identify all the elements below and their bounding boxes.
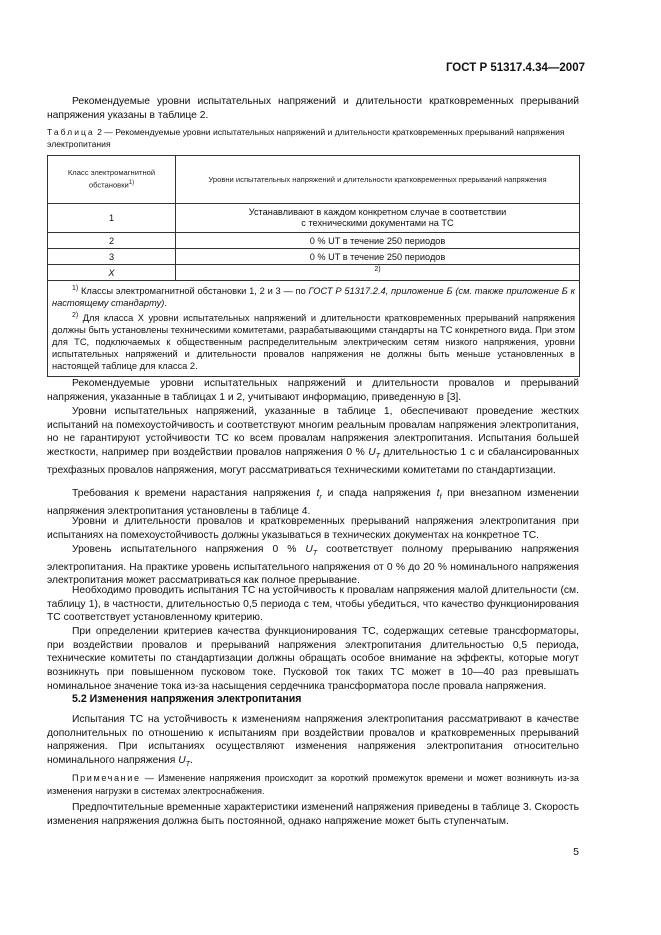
note-label: Примечание <box>72 773 141 783</box>
table-cell-class: 2 <box>48 233 176 249</box>
symbol-u-sub: T <box>312 550 318 558</box>
paragraph-4: Уровни и длительности провалов и кратковременных прерываний напряжения электропитания при испытаниях на помехоустойчивость должны указываться в технических документах на конкретное ТС. <box>47 516 579 541</box>
footnote-2-text: Для класса X уровни испытательных напряжений и длительности кратковременных прерываний напряжения должны быть установлены техническими комитетами, разрабатывающими стандарты на ТС конкретного вида. При этом для ТС, подключаемых к общественным распределительным электрическим сетям низкого напряжения, уровни испытательных напряжений и длительности провалов напряжения не должны быть меньше установленных в настоящей таблице для класса 2. <box>52 312 576 372</box>
section-paragraph-1 <box>47 713 579 772</box>
paragraph-6: Необходимо проводить испытания ТС на устойчивость к провалам напряжения малой длительности (см. таблицу 1), в частности, длительностью 0,5 периода с тем, чтобы убедиться, что качество функционирования ТС соответствует установленному критерию. <box>47 585 579 624</box>
table-2 <box>47 155 580 377</box>
footnote-2-mark: 2) <box>72 311 79 319</box>
footnote-1-reference: ГОСТ Р 51317.2.4, приложение Б (см. также приложение Б к настоящему стандарту) <box>52 286 575 309</box>
table-cell-value: 0 % UT в течение 250 периодов <box>176 233 580 249</box>
table-cell-class: 1 <box>48 204 176 233</box>
value-line: Устанавливают в каждом конкретном случае в соответствии <box>248 206 507 217</box>
table-cell-value: 0 % UT в течение 250 периодов <box>176 249 580 265</box>
header-class-label: Класс электромагнитной обстановки <box>67 168 156 190</box>
table-cell-value: 2) <box>176 265 580 281</box>
symbol-u-sub: T <box>185 761 190 769</box>
section-paragraph-2: Предпочтительные временные характеристики изменений напряжения приведены в таблице 3. Скорость изменения напряжения должна быть постоянной, однако напряжение может быть ступенчатым. <box>47 802 579 827</box>
table-row <box>48 233 580 249</box>
footnote-1 <box>52 283 575 310</box>
table-caption-prefix: Таблица <box>47 127 95 137</box>
paragraph-3-text-b: и спада напряжения <box>327 488 431 499</box>
note-text: — Изменение напряжения происходит за короткий промежуток времени и может возникнуть из-за изменения нагрузки в системах электроснабжения. <box>47 773 579 796</box>
table-footnotes <box>48 281 580 377</box>
symbol-t: t <box>436 488 440 499</box>
paragraph-2-text-b: длительностью 1 с и сбалансированных трехфазных провалов напряжения, могут рассматриваться техническими комитетами по стандартизации. <box>47 447 579 476</box>
paragraph-3-text-c: при внезапном изменении напряжения электропитания установлены в таблице 4. <box>47 488 579 517</box>
paragraph-3-text-a: Требования к времени нарастания напряжения <box>72 488 311 499</box>
section-paragraph-1-end: . <box>189 755 193 767</box>
section-heading: 5.2 Изменения напряжения электропитания <box>72 693 302 705</box>
symbol-u: U <box>178 755 186 767</box>
table-caption <box>47 127 587 150</box>
page-number: 5 <box>573 846 579 858</box>
paragraph-3 <box>47 487 579 518</box>
symbol-t: t <box>316 488 320 499</box>
value-line: с техническими документами на ТС <box>301 218 454 228</box>
standard-header: ГОСТ Р 51317.4.34—2007 <box>445 62 585 74</box>
table-row <box>48 265 580 281</box>
table-cell-class: X <box>48 265 176 281</box>
table-row <box>48 204 580 233</box>
table-cell-value <box>176 204 580 233</box>
symbol-u-sub: T <box>375 453 381 461</box>
paragraph-5-text-a: Уровень испытательного напряжения 0 % <box>72 544 297 555</box>
footnote-1-end: . <box>164 298 167 309</box>
header-class-sup: 1) <box>128 180 135 187</box>
paragraph-7: При определении критериев качества функционирования ТС, содержащих сетевые трансформаторы, при воздействии провалов и прерываний напряжения электропитания длительностью 0,5 периода, технические комитеты по стандартизации должны обращать особое внимание на эффекты, которые могут возникнуть при повышенном пусковом токе. Пусковой ток таких ТС может в 10—40 раз превышать номинальное значение тока из-за насыщения сердечника трансформатора после провала напряжения. <box>47 626 579 692</box>
intro-paragraph: Рекомендуемые уровни испытательных напряжений и длительности кратковременных прерываний напряжения указаны в таблице 2. <box>47 96 579 121</box>
footnote-1-mark: 1) <box>72 285 79 292</box>
symbol-t-sub: r <box>319 494 322 502</box>
footnote-2 <box>52 310 575 373</box>
paragraph-2-text-a: Уровни испытательных напряжений, указанные в таблице 1, обеспечивают проведение жестких испытаний на помехоустойчивость и соответствуют многим реальным провалам напряжения электропитания, но не гарантируют устойчивости ТС ко всем провалам напряжения электропитания. Испытания большей жесткости, например при воздействии провалов напряжения 0 % <box>47 406 579 459</box>
footnote-1-text: Классы электромагнитной обстановки 1, 2 и 3 — по <box>81 286 306 297</box>
section-note <box>47 772 579 797</box>
paragraph-2 <box>47 405 579 478</box>
table-caption-text: 2 — Рекомендуемые уровни испытательных напряжений и длительности кратковременных прерываний напряжения электропитания <box>47 127 565 149</box>
table-cell-class: 3 <box>48 249 176 265</box>
table-header-levels: Уровни испытательных напряжений и длительности кратковременных прерываний напряжения <box>176 156 580 204</box>
paragraph-5-text-b: соответствует полному прерыванию напряжения электропитания. На практике уровень испытательного напряжения от 0 % до 20 % номинального напряжения электропитания может рассматриваться как полное прерывание. <box>47 544 579 587</box>
table-header-class <box>48 156 176 204</box>
symbol-u: U <box>305 544 313 555</box>
symbol-u: U <box>368 447 376 459</box>
section-paragraph-1-text: Испытания ТС на устойчивость к изменениям напряжения электропитания рассматривают в качестве дополнительных по отношению к испытаниям при воздействии провалов и кратковременных прерываний напряжения. При испытаниях осуществляют изменения напряжения электропитания относительно номинального напряжения <box>47 714 579 767</box>
paragraph-1: Рекомендуемые уровни испытательных напряжений и длительности провалов и прерываний напряжения, указанные в таблицах 1 и 2, учитывают информацию, приведенную в [3]. <box>47 378 579 403</box>
symbol-t-sub: f <box>439 494 442 502</box>
table-row <box>48 249 580 265</box>
paragraph-5 <box>47 543 579 588</box>
